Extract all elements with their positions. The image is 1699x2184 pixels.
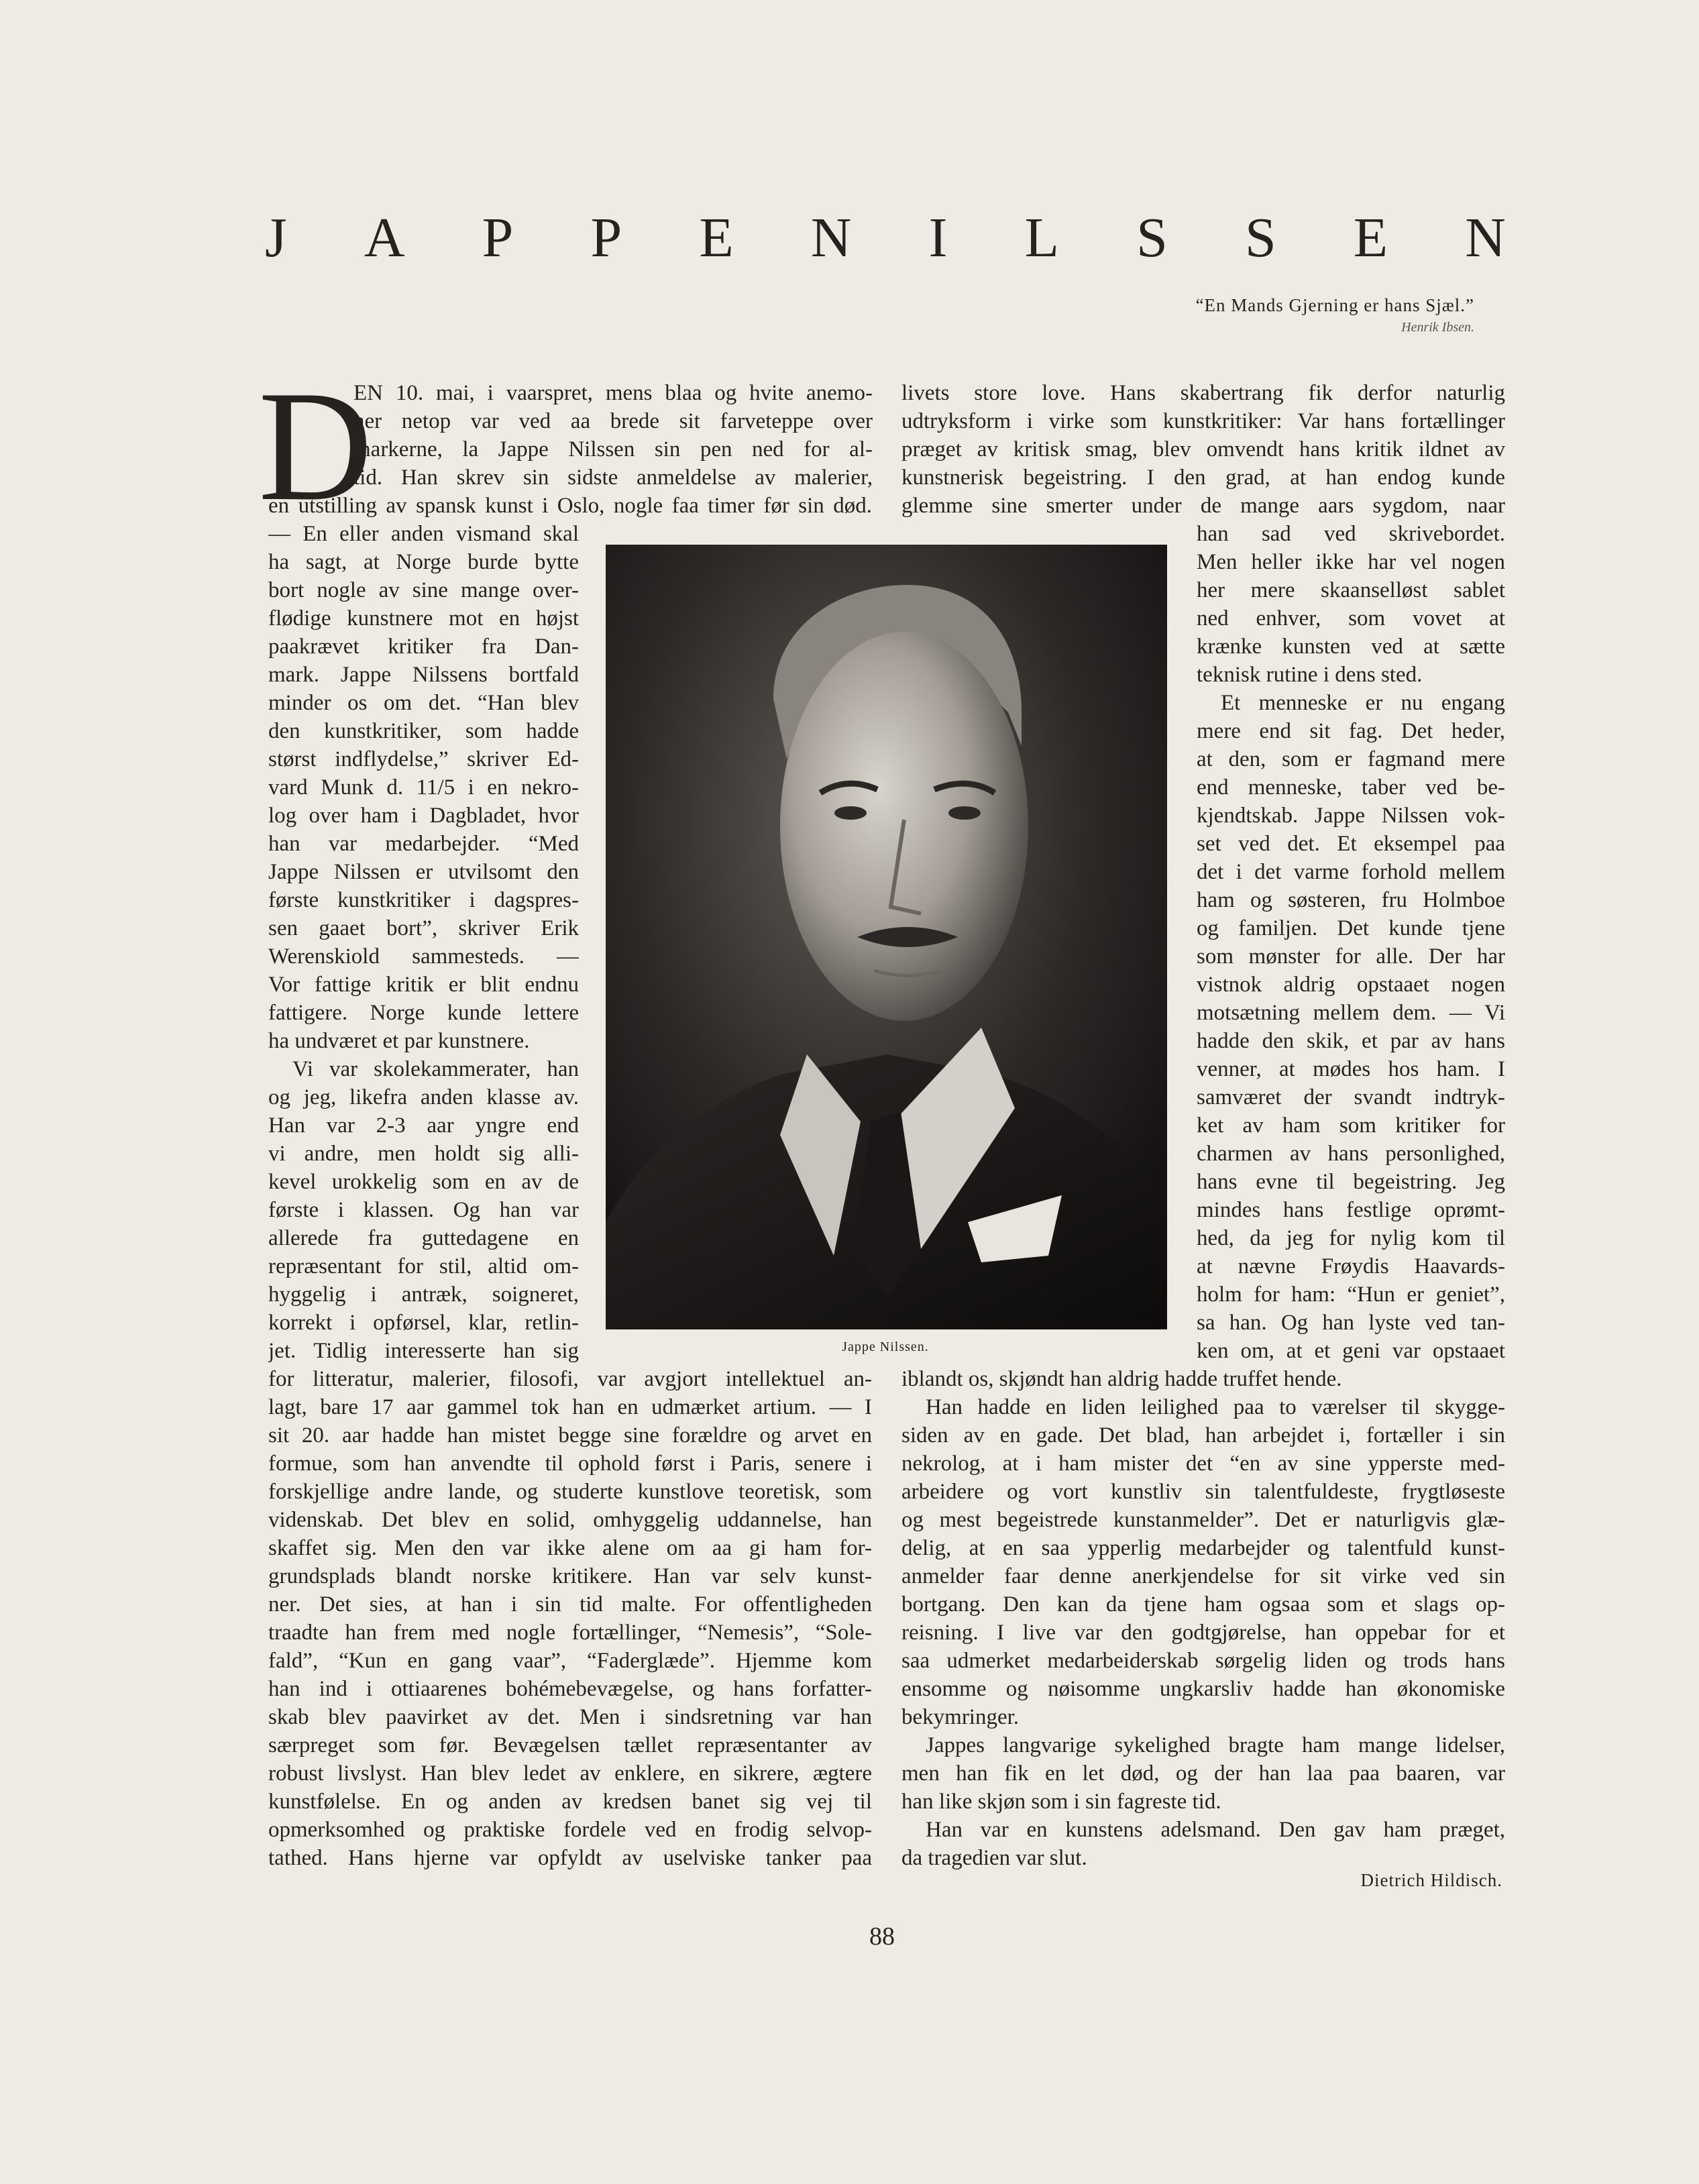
text-line: tid. Han skrev sin sidste anmeldelse av malerier, [353, 466, 873, 490]
text-line: en utstilling av spansk kunst i Oslo, nogle faa timer før sin død. [268, 494, 872, 518]
text-line: Jappe Nilssen er utvilsomt den [268, 860, 579, 884]
intro-paragraph [353, 379, 873, 492]
text-line: charmen av hans personlighed, [1197, 1142, 1505, 1166]
text-line: korrekt i opførsel, klar, retlin- [268, 1311, 579, 1335]
text-line: lagt, bare 17 aar gammel tok han en udmærket artium. — I [268, 1395, 872, 1419]
right-column-top [901, 379, 1505, 520]
text-line: teknisk rutine i dens sted. [1197, 663, 1423, 687]
text-line: ket av ham som kritiker for [1197, 1113, 1505, 1138]
portrait-photo [606, 545, 1167, 1329]
title-letter: P [590, 207, 622, 269]
text-line: hyggelig i antræk, soigneret, [268, 1282, 579, 1307]
text-line: udtryksform i virke som kunstkritiker: Var hans fortællinger [901, 409, 1505, 433]
text-line: krænke kunsten ved at sætte [1197, 635, 1505, 659]
text-line: Et menneske er nu engang [1221, 691, 1505, 715]
text-line: størst indflydelse,” skriver Ed- [268, 747, 579, 771]
text-line: livets store love. Hans skabertrang fik derfor naturlig [901, 381, 1505, 405]
text-line: hed, da jeg for nylig kom til [1197, 1226, 1505, 1250]
text-line: mark. Jappe Nilssens bortfald [268, 663, 579, 687]
epigraph [1196, 295, 1474, 335]
text-line: anmelder faar denne anerkjendelse for sit virke ved sin [901, 1564, 1505, 1588]
text-line: sit 20. aar hadde han mistet begge sine forældre og arvet en [268, 1423, 872, 1448]
text-line: hans evne til begeistring. Jeg [1197, 1170, 1505, 1194]
text-line: men han fik en let død, og der han laa paa baaren, var [901, 1761, 1505, 1786]
intro-full-line [268, 492, 872, 520]
text-line: venner, at mødes hos ham. I [1197, 1057, 1505, 1081]
text-line: arbeidere og vort kunstliv sin talentfuldeste, frygtløseste [901, 1480, 1505, 1504]
title-letter: S [1244, 207, 1276, 269]
text-line: Jappes langvarige sykelighed bragte ham mange lidelser, [926, 1733, 1505, 1757]
text-line: opmerksomhed og praktiske fordele ved en frodig selvop- [268, 1818, 872, 1842]
text-line: bortgang. Den kan da tjene ham ogsaa som et slags op- [901, 1592, 1505, 1617]
text-line: grundsplads blandt norske kritikere. Han var selv kunst- [268, 1564, 872, 1588]
text-line: særpreget som før. Bevægelsen tællet repræsentanter av [268, 1733, 872, 1757]
text-line: han ind i ottiaarenes bohémebevægelse, og hans forfatter- [268, 1677, 872, 1701]
text-line: vard Munk d. 11/5 i en nekro- [268, 775, 579, 800]
text-line: ner netop var ved aa brede sit farveteppe over [353, 409, 873, 433]
text-line: EN 10. mai, i vaarspret, mens blaa og hvite anemo- [353, 381, 873, 405]
text-line: og mest begeistrede kunstanmelder”. Det er naturligvis glæ- [901, 1508, 1505, 1532]
text-line: skab blev paavirket av det. Men i sindsretning var han [268, 1705, 872, 1729]
text-line: mindes hans festlige oprømt- [1197, 1198, 1505, 1222]
text-line: fattigere. Norge kunde lettere [268, 1001, 579, 1025]
right-column-full [901, 1365, 1505, 1872]
title-letter: L [1024, 207, 1059, 269]
text-line: end menneske, taber ved be- [1197, 775, 1505, 800]
left-column-narrow [268, 520, 579, 1365]
text-line: vistnok aldrig opstaaet nogen [1197, 973, 1505, 997]
text-line: minder os om det. “Han blev [268, 691, 579, 715]
author-signature: Dietrich Hildisch. [1360, 1870, 1502, 1890]
text-line: ner. Det sies, at han i sin tid malte. For offentligheden [268, 1592, 872, 1617]
text-line: og familjen. Det kunde tjene [1197, 916, 1505, 940]
text-line: kunstfølelse. En og anden av kredsen banet sig vej til [268, 1790, 872, 1814]
text-line: ha sagt, at Norge burde bytte [268, 550, 579, 574]
text-line: allerede fra guttedagene en [268, 1226, 579, 1250]
text-line: Men heller ikke har vel nogen [1197, 550, 1505, 574]
text-line: robust livslyst. Han blev ledet av enklere, en sikrere, ægtere [268, 1761, 872, 1786]
drop-cap: D [258, 359, 373, 534]
title-letter: N [810, 207, 852, 269]
text-line: flødige kunstnere mot en højst [268, 606, 579, 631]
text-line: bort nogle av sine mange over- [268, 578, 579, 602]
text-line: tathed. Hans hjerne var opfyldt av uselviske tanker paa [268, 1846, 872, 1870]
text-line: set ved det. Et eksempel paa [1197, 832, 1505, 856]
text-line: Vi var skolekammerater, han [292, 1057, 579, 1081]
text-line: da tragedien var slut. [901, 1846, 1087, 1870]
photo-caption: Jappe Nilssen. [842, 1340, 929, 1354]
article-title [265, 205, 1506, 272]
text-line: vi andre, men holdt sig alli- [268, 1142, 579, 1166]
text-line: præget av kritisk smag, blev omvendt hans kritik ildnet av [901, 437, 1505, 461]
page-number: 88 [869, 1922, 895, 1951]
text-line: nekrolog, at i ham mister det “en av sine ypperste med- [901, 1452, 1505, 1476]
text-line: videnskab. Det blev en solid, omhyggelig uddannelse, han [268, 1508, 872, 1532]
text-line: forskjellige andre lande, og studerte kunstlove teoretisk, som [268, 1480, 872, 1504]
text-line: bekymringer. [901, 1705, 1020, 1729]
text-line: motsætning mellem dem. — Vi [1197, 1001, 1505, 1025]
text-line: ned enhver, som vovet at [1197, 606, 1505, 631]
text-line: den kunstkritiker, som hadde [268, 719, 579, 743]
text-line: for litteratur, malerier, filosofi, var avgjort intellektuel an- [268, 1367, 872, 1391]
text-line: Han var 2-3 aar yngre end [268, 1113, 579, 1138]
text-line: ensomme og nøisomme ungkarsliv hadde han økonomiske [901, 1677, 1505, 1701]
text-line: glemme sine smerter under de mange aars sygdom, naar [901, 494, 1505, 518]
title-letter: I [928, 207, 948, 269]
text-line: hadde den skik, et par av hans [1197, 1029, 1505, 1053]
text-line: holm for ham: “Hun er geniet”, [1197, 1282, 1505, 1307]
text-line: kjendtskab. Jappe Nilssen vok- [1197, 804, 1505, 828]
right-column-narrow [1197, 520, 1505, 1365]
text-line: at den, som er fagmand mere [1197, 747, 1505, 771]
text-line: at nævne Frøydis Haavards- [1197, 1254, 1505, 1278]
epigraph-quote: “En Mands Gjerning er hans Sjæl.” [1195, 295, 1474, 315]
text-line: traadte han frem med nogle fortællinger, “Nemesis”, “Sole- [268, 1621, 872, 1645]
text-line: paakrævet kritiker fra Dan- [268, 635, 579, 659]
title-letter: N [1465, 207, 1506, 269]
text-line: — En eller anden vismand skal [268, 522, 579, 546]
title-letter: E [1353, 207, 1388, 269]
title-letter: A [364, 207, 405, 269]
text-line: Han var en kunstens adelsmand. Den gav ham præget, [926, 1818, 1505, 1842]
text-line: Vor fattige kritik er blit endnu [268, 973, 579, 997]
text-line: formue, som han anvendte til ophold først i Paris, senere i [268, 1452, 872, 1476]
title-letter: S [1136, 207, 1168, 269]
text-line: siden av en gade. Det blad, han arbejdet i, fortæller i sin [901, 1423, 1505, 1448]
title-letter: P [482, 207, 514, 269]
text-line: saa udmerket medarbeiderskab sørgelig liden og trods hans [901, 1649, 1505, 1673]
text-line: iblandt os, skjøndt han aldrig hadde truffet hende. [901, 1367, 1342, 1391]
text-line: han like skjøn som i sin fagreste tid. [901, 1790, 1221, 1814]
text-line: her mere skaanselløst sablet [1197, 578, 1505, 602]
text-line: reisning. I live var den godtgjørelse, han oppebar for et [901, 1621, 1505, 1645]
text-line: sa han. Og han lyste ved tan- [1197, 1311, 1505, 1335]
text-line: markerne, la Jappe Nilssen sin pen ned for al- [353, 437, 873, 461]
text-line: ken om, at et geni var opstaaet [1197, 1339, 1505, 1363]
text-line: ha undværet et par kunstnere. [268, 1029, 530, 1053]
text-line: jet. Tidlig interesserte han sig [268, 1339, 579, 1363]
text-line: fald”, “Kun en gang vaar”, “Faderglæde”. Hjemme kom [268, 1649, 872, 1673]
title-letter: E [699, 207, 734, 269]
left-column-full [268, 1365, 872, 1872]
text-line: han var medarbejder. “Med [268, 832, 579, 856]
text-line: Han hadde en liden leilighed paa to værelser til skygge- [926, 1395, 1505, 1419]
text-line: skaffet sig. Men den var ikke alene om aa gi ham for- [268, 1536, 872, 1560]
text-line: repræsentant for stil, altid om- [268, 1254, 579, 1278]
text-line: han sad ved skrivebordet. [1197, 522, 1505, 546]
epigraph-author: Henrik Ibsen. [1401, 320, 1474, 335]
text-line: det i det varme forhold mellem [1197, 860, 1505, 884]
text-line: kunstnerisk begeistring. I den grad, at han endog kunde [901, 466, 1505, 490]
text-line: kevel urokkelig som en av de [268, 1170, 579, 1194]
text-line: og jeg, likefra anden klasse av. [268, 1085, 579, 1109]
text-line: Werenskiold sammesteds. — [268, 944, 579, 969]
text-line: som mønster for alle. Der har [1197, 944, 1505, 969]
title-letter: J [265, 207, 287, 269]
text-line: ham og søsteren, fru Holmboe [1197, 888, 1505, 912]
text-line: første i klassen. Og han var [268, 1198, 579, 1222]
text-line: sen gaaet bort”, skriver Erik [268, 916, 579, 940]
portrait-illustration [606, 545, 1167, 1329]
text-line: delig, at en saa ypperlig medarbejder og talentfuld kunst- [901, 1536, 1505, 1560]
text-line: første kunstkritiker i dagspres- [268, 888, 579, 912]
text-line: samværet der svandt indtryk- [1197, 1085, 1505, 1109]
text-line: mere end sit fag. Det heder, [1197, 719, 1505, 743]
text-line: log over ham i Dagbladet, hvor [268, 804, 579, 828]
